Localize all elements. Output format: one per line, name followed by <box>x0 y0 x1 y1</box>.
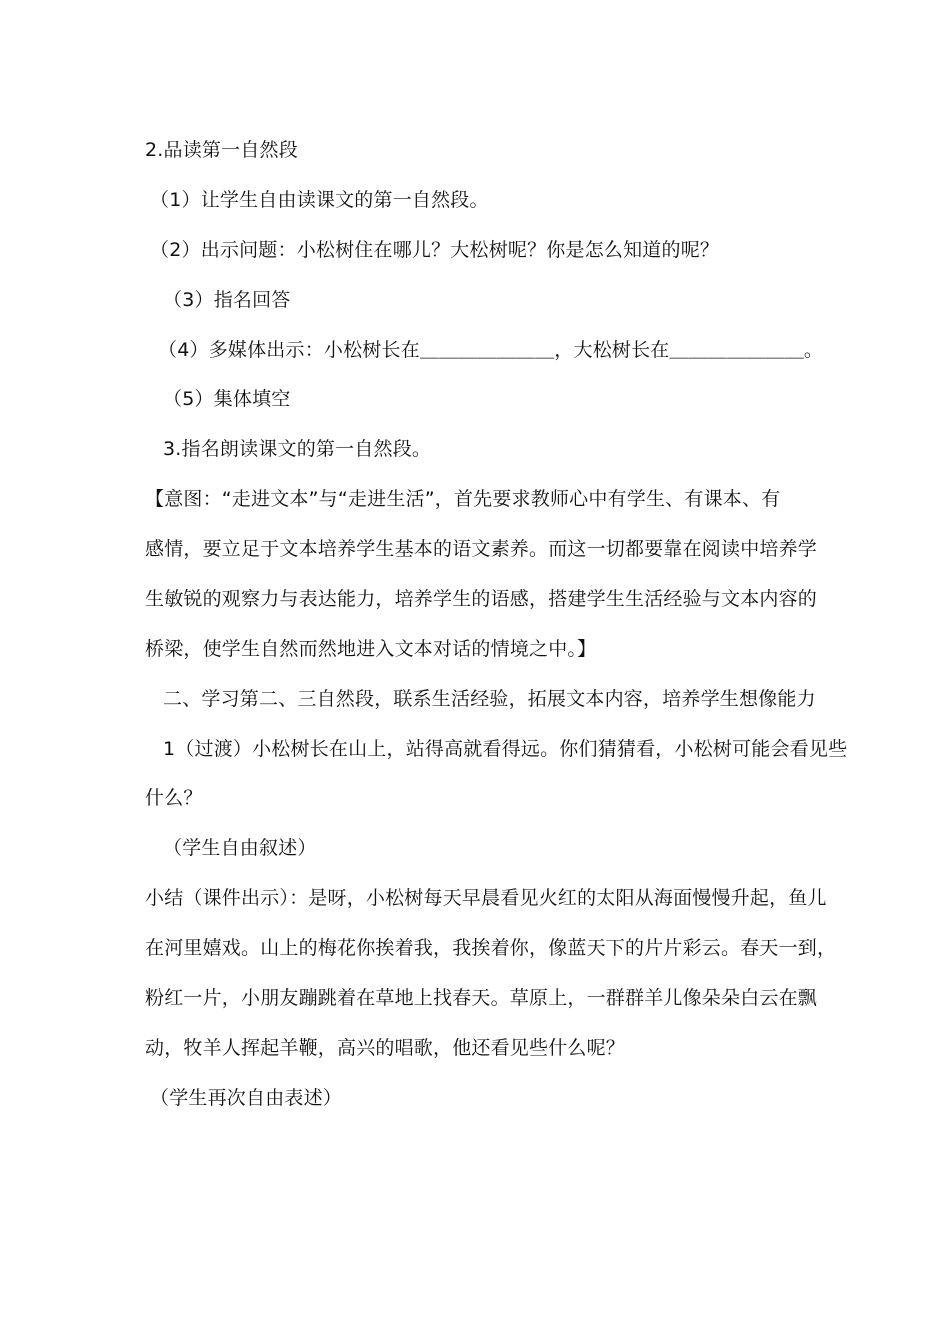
summary-paragraph-line: 在河里嬉戏。山上的梅花你挨着我，我挨着你，像蓝天下的片片彩云。春天一到， <box>145 937 837 959</box>
step-item: （2）出示问题：小松树住在哪儿？大松树呢？你是怎么知道的呢？ <box>150 239 720 261</box>
intent-paragraph-line: 感情，要立足于文本培养学生基本的语文素养。而这一切都要靠在阅读中培养学 <box>145 538 818 560</box>
step-item: （1）让学生自由读课文的第一自然段。 <box>150 189 489 211</box>
section-heading: 3.指名朗读课文的第一自然段。 <box>163 438 432 460</box>
student-activity-note: （学生自由叙述） <box>163 837 317 859</box>
body-paragraph-line: 什么？ <box>145 787 203 809</box>
section-heading: 2.品读第一自然段 <box>145 139 298 161</box>
body-paragraph-line: 1（过渡）小松树长在山上，站得高就看得远。你们猜猜看，小松树可能会看见些 <box>163 738 848 760</box>
step-item: （5）集体填空 <box>163 388 291 410</box>
section-heading: 二、学习第二、三自然段，联系生活经验，拓展文本内容，培养学生想像能力 <box>163 688 816 710</box>
summary-paragraph-line: 小结（课件出示）：是呀，小松树每天早晨看见火红的太阳从海面慢慢升起，鱼儿 <box>145 887 827 909</box>
intent-paragraph-line: 桥梁，使学生自然而然地进入文本对话的情境之中。】 <box>145 638 597 660</box>
student-activity-note: （学生再次自由表述） <box>150 1087 343 1109</box>
step-item: （3）指名回答 <box>163 289 291 311</box>
summary-paragraph-line: 粉红一片，小朋友蹦跳着在草地上找春天。草原上，一群群羊儿像朵朵白云在飘 <box>145 987 818 1009</box>
summary-paragraph-line: 动，牧羊人挥起羊鞭，高兴的唱歌，他还看见些什么呢？ <box>145 1037 626 1059</box>
intent-paragraph-line: 生敏锐的观察力与表达能力，培养学生的语感，搭建学生生活经验与文本内容的 <box>145 588 818 610</box>
step-item: （4）多媒体出示：小松树长在＿＿＿＿＿＿＿，大松树长在＿＿＿＿＿＿＿。 <box>158 339 824 361</box>
intent-paragraph-line: 【意图：“走进文本”与“走进生活”，首先要求教师心中有学生、有课本、有 <box>145 488 781 510</box>
